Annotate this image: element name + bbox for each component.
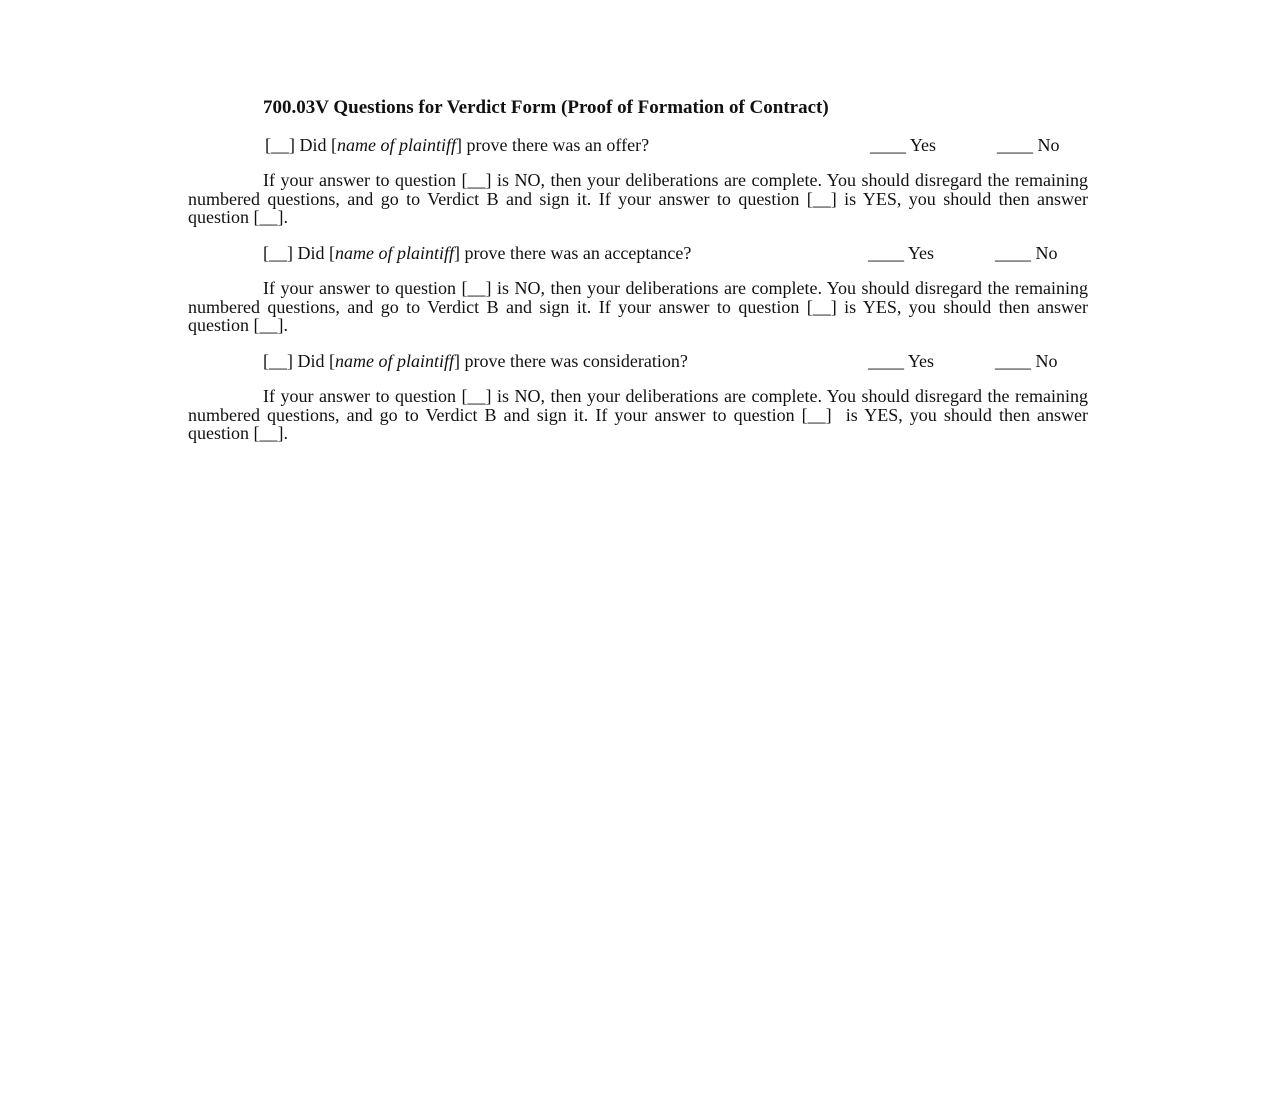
question-suffix: ] prove there was consideration? [453,351,688,371]
instruction-paragraph: If your answer to question [__] is NO, then your deliberations are complete. You should disregard the remaining numbered questions, and go to Verdict B and sign it. If your answer to question [__] is YES, you should then answer question [__]. [188,278,1088,336]
yes-blank[interactable]: ____ Yes [868,243,935,263]
instruction-paragraph: If your answer to question [__] is NO, then your deliberations are complete. You should disregard the remaining numbered questions, and go to Verdict B and sign it. If your answer to question [__] is YES, you should then answer question [__]. [188,386,1093,444]
question-suffix: ] prove there was an offer? [455,135,650,155]
question-prefix: [__] Did [ [263,351,335,371]
question-prefix: [__] Did [ [263,243,335,263]
question-acceptance [263,243,1086,265]
question-consideration [263,351,1086,373]
instruction-paragraph: If your answer to question [__] is NO, then your deliberations are complete. You should disregard the remaining numbered questions, and go to Verdict B and sign it. If your answer to question [__] is YES, you should then answer question [__]. [188,170,1088,228]
no-blank[interactable]: ____ No [997,135,1060,155]
plaintiff-placeholder: name of plaintiff [334,351,454,371]
question-text [263,351,688,371]
no-blank[interactable]: ____ No [995,351,1058,371]
document-title: 700.03V Questions for Verdict Form (Proof of Formation of Contract) [263,97,829,118]
no-blank[interactable]: ____ No [995,243,1058,263]
question-prefix: [__] Did [ [265,135,337,155]
question-text [263,243,691,263]
question-suffix: ] prove there was an acceptance? [453,243,692,263]
plaintiff-placeholder: name of plaintiff [336,135,456,155]
plaintiff-placeholder: name of plaintiff [334,243,454,263]
yes-blank[interactable]: ____ Yes [868,351,935,371]
question-text [265,135,649,155]
yes-blank[interactable]: ____ Yes [870,135,937,155]
question-offer [265,135,1088,157]
